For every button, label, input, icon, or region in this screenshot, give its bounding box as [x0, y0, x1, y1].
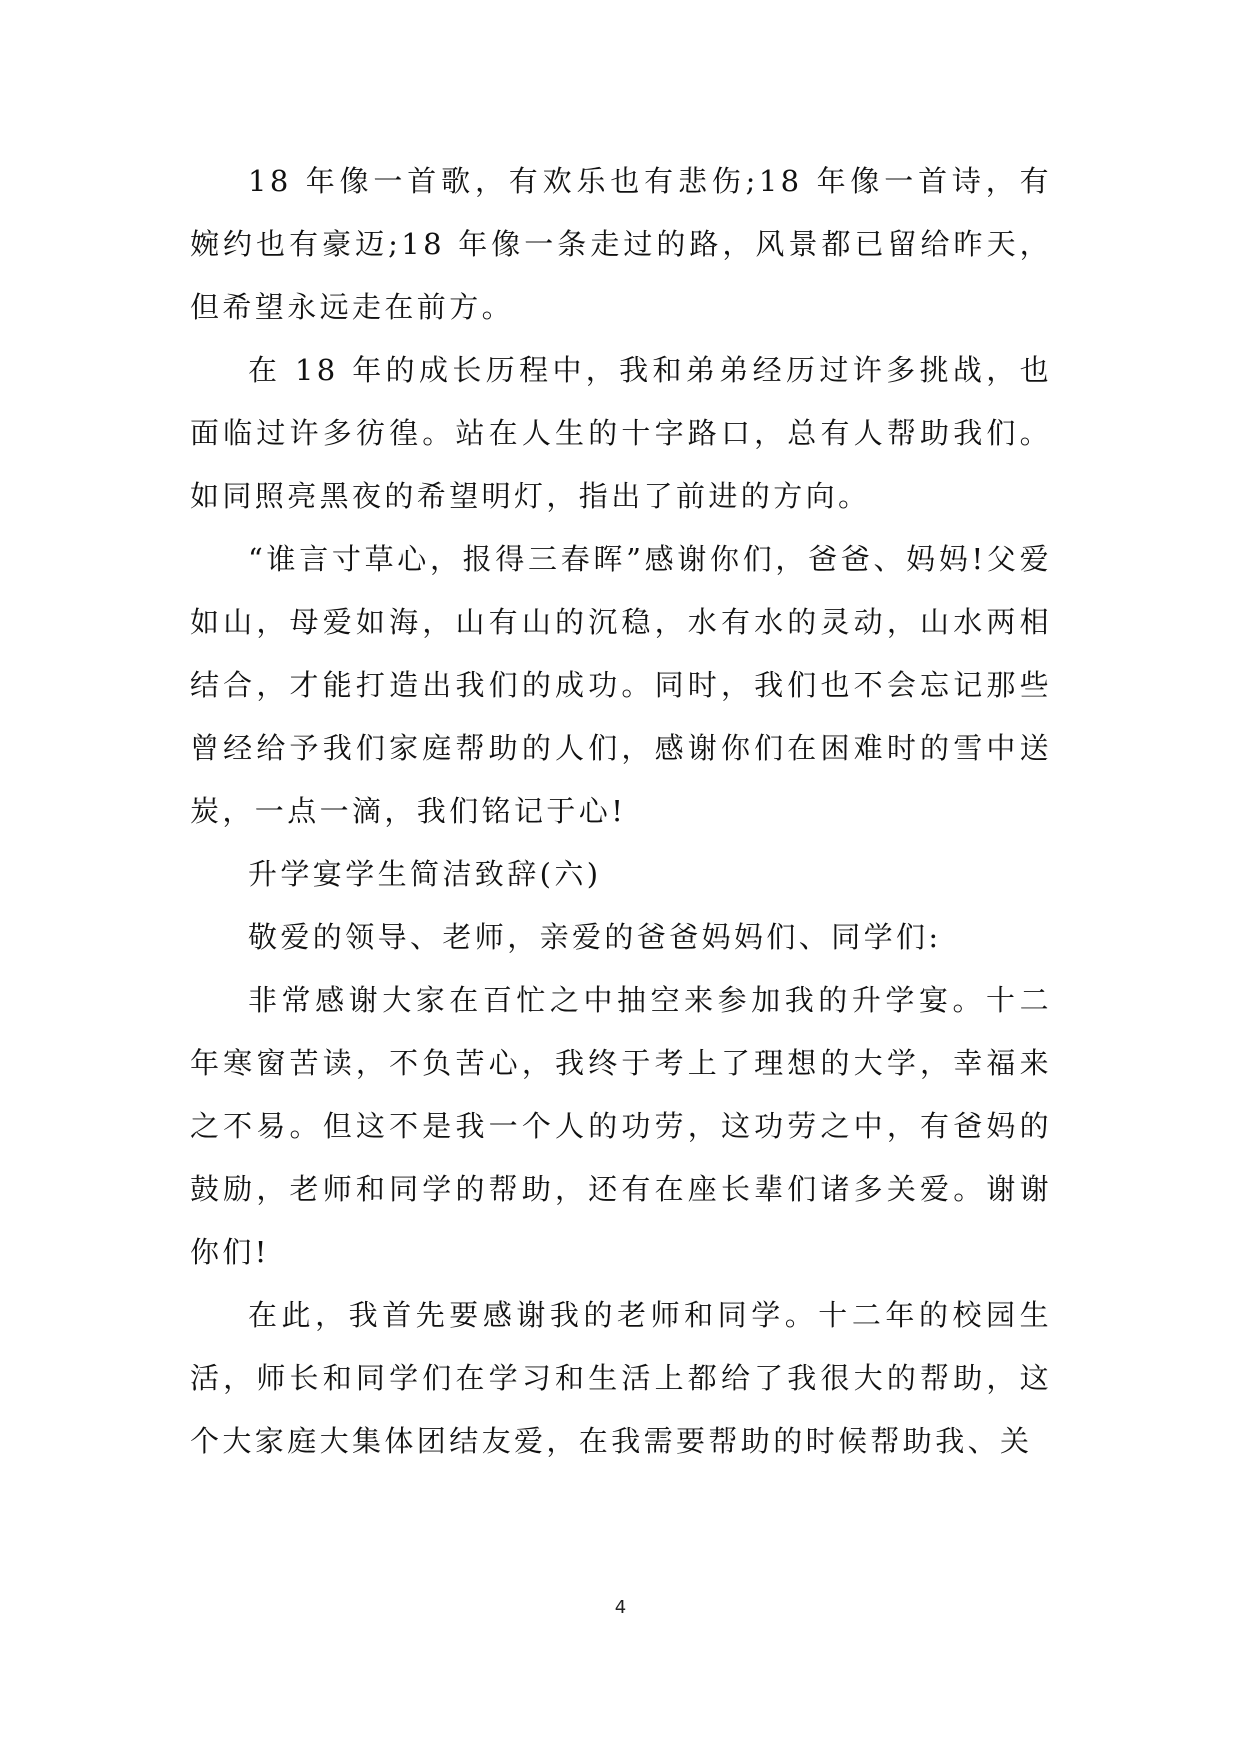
salutation: 敬爱的领导、老师，亲爱的爸爸妈妈们、同学们:	[248, 920, 942, 954]
section-heading: 升学宴学生简洁致辞(六)	[248, 857, 602, 891]
paragraph-eighteen-years: 18 年像一首歌，有欢乐也有悲伤;18 年像一首诗，有婉约也有豪迈;18 年像一条走过的路，风景都已留给昨天，但希望永远走在前方。	[190, 164, 1052, 324]
document-body	[190, 150, 1052, 1473]
page-number: 4	[614, 1597, 627, 1618]
paragraph-thanks-parents: “谁言寸草心，报得三春晖”感谢你们，爸爸、妈妈!父爱如山，母爱如海，山有山的沉稳，水有水的灵动，山水两相结合，才能打造出我们的成功。同时，我们也不会忘记那些曾经给予我们家庭帮助的人们，感谢你们在困难时的雪中送炭，一点一滴，我们铭记于心!	[190, 542, 1052, 828]
paragraph-thanks-guests: 非常感谢大家在百忙之中抽空来参加我的升学宴。十二年寒窗苦读，不负苦心，我终于考上了理想的大学，幸福来之不易。但这不是我一个人的功劳，这功劳之中，有爸妈的鼓励，老师和同学的帮助，还有在座长辈们诸多关爱。谢谢你们!	[190, 983, 1052, 1269]
paragraph-thanks-teachers: 在此，我首先要感谢我的老师和同学。十二年的校园生活，师长和同学们在学习和生活上都给了我很大的帮助，这个大家庭大集体团结友爱，在我需要帮助的时候帮助我、关	[190, 1298, 1052, 1458]
paragraph-growth: 在 18 年的成长历程中，我和弟弟经历过许多挑战，也面临过许多彷徨。站在人生的十字路口，总有人帮助我们。如同照亮黑夜的希望明灯，指出了前进的方向。	[190, 353, 1052, 513]
